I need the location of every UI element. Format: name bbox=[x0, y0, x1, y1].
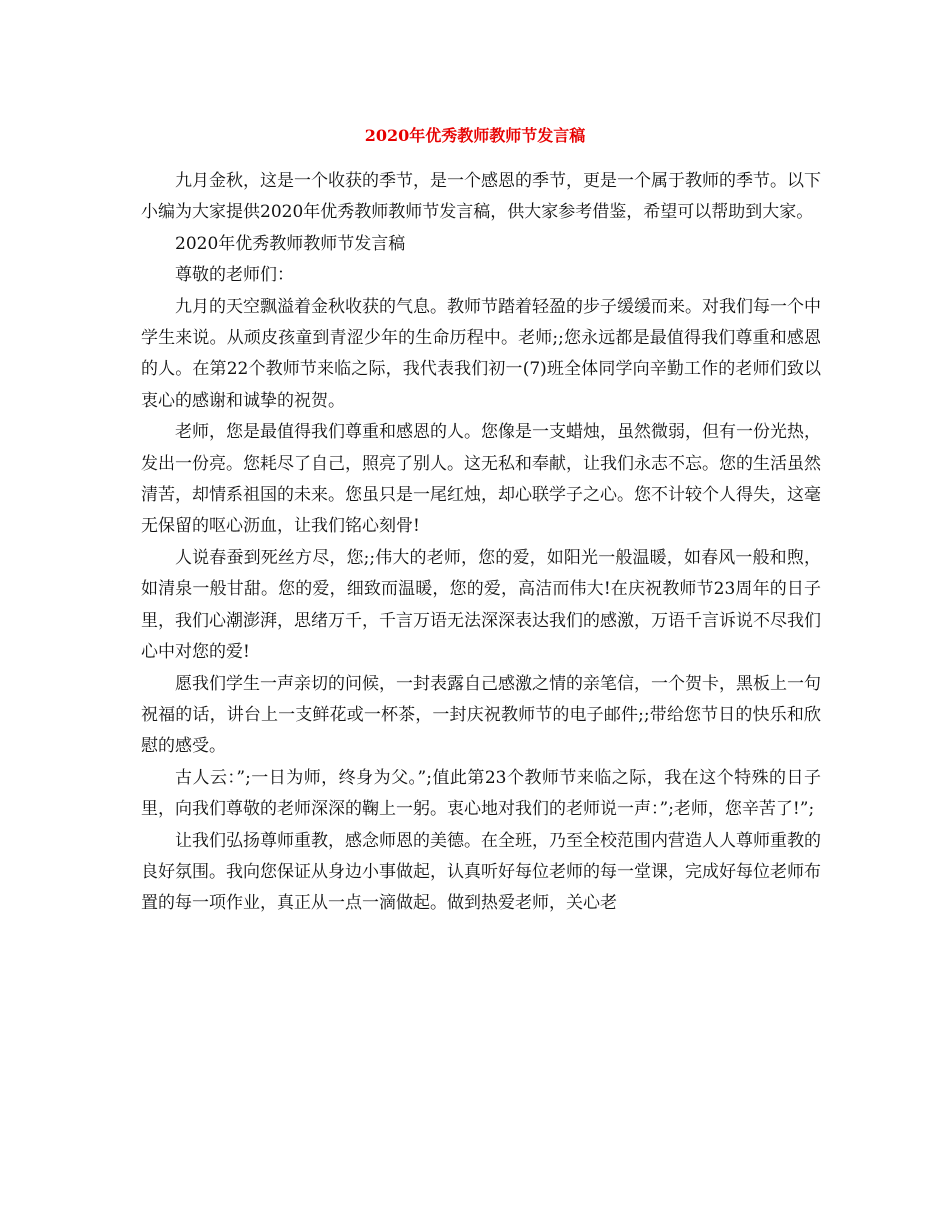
paragraph: 古人云：”;一日为师，终身为父。”;值此第23个教师节来临之际，我在这个特殊的日子里，向我们尊敬的老师深深的鞠上一躬。衷心地对我们的老师说一声：”;老师，您辛苦了!”; bbox=[141, 767, 821, 820]
paragraph-intro: 九月金秋，这是一个收获的季节，是一个感恩的季节，更是一个属于教师的季节。以下小编为大家提供2020年优秀教师教师节发言稿，供大家参考借鉴，希望可以帮助到大家。 bbox=[141, 171, 821, 223]
document-body bbox=[141, 166, 821, 920]
paragraph: 人说春蚕到死丝方尽，您;;伟大的老师，您的爱，如阳光一般温暖，如春风一般和煦，如清泉一般甘甜。您的爱，细致而温暖，您的爱，高洁而伟大!在庆祝教师节23周年的日子里，我们心潮澎湃，思绪万千，千言万语无法深深表达我们的感激，万语千言诉说不尽我们心中对您的爱! bbox=[141, 547, 821, 663]
paragraph: 让我们弘扬尊师重教，感念师恩的美德。在全班，乃至全校范围内营造人人尊师重教的良好氛围。我向您保证从身边小事做起，认真听好每位老师的每一堂课，完成好每位老师布置的每一项作业，真正从一点一滴做起。做到热爱老师，关心老 bbox=[141, 830, 821, 914]
paragraph: 愿我们学生一声亲切的问候，一封表露自己感激之情的亲笔信，一个贺卡，黑板上一句祝福的话，讲台上一支鲜花或一杯茶，一封庆祝教师节的电子邮件;;带给您节日的快乐和欣慰的感受。 bbox=[141, 673, 821, 757]
paragraph: 九月的天空飘溢着金秋收获的气息。教师节踏着轻盈的步子缓缓而来。对我们每一个中学生来说。从顽皮孩童到青涩少年的生命历程中。老师;;您永远都是最值得我们尊重和感恩的人。在第22个教师节来临之际，我代表我们初一(7)班全体同学向辛勤工作的老师们致以衷心的感谢和诚挚的祝贺。 bbox=[141, 296, 821, 411]
paragraph: 老师，您是最值得我们尊重和感恩的人。您像是一支蜡烛，虽然微弱，但有一份光热，发出一份亮。您耗尽了自己，照亮了别人。这无私和奉献，让我们永志不忘。您的生活虽然清苦，却情系祖国的未来。您虽只是一尾红烛，却心联学子之心。您不计较个人得失，这毫无保留的呕心沥血，让我们铭心刻骨! bbox=[141, 422, 821, 537]
paragraph-salutation: 尊敬的老师们： bbox=[175, 265, 294, 286]
document-title: 2020年优秀教师教师节发言稿 bbox=[364, 126, 586, 145]
paragraph-subtitle: 2020年优秀教师教师节发言稿 bbox=[175, 233, 406, 254]
